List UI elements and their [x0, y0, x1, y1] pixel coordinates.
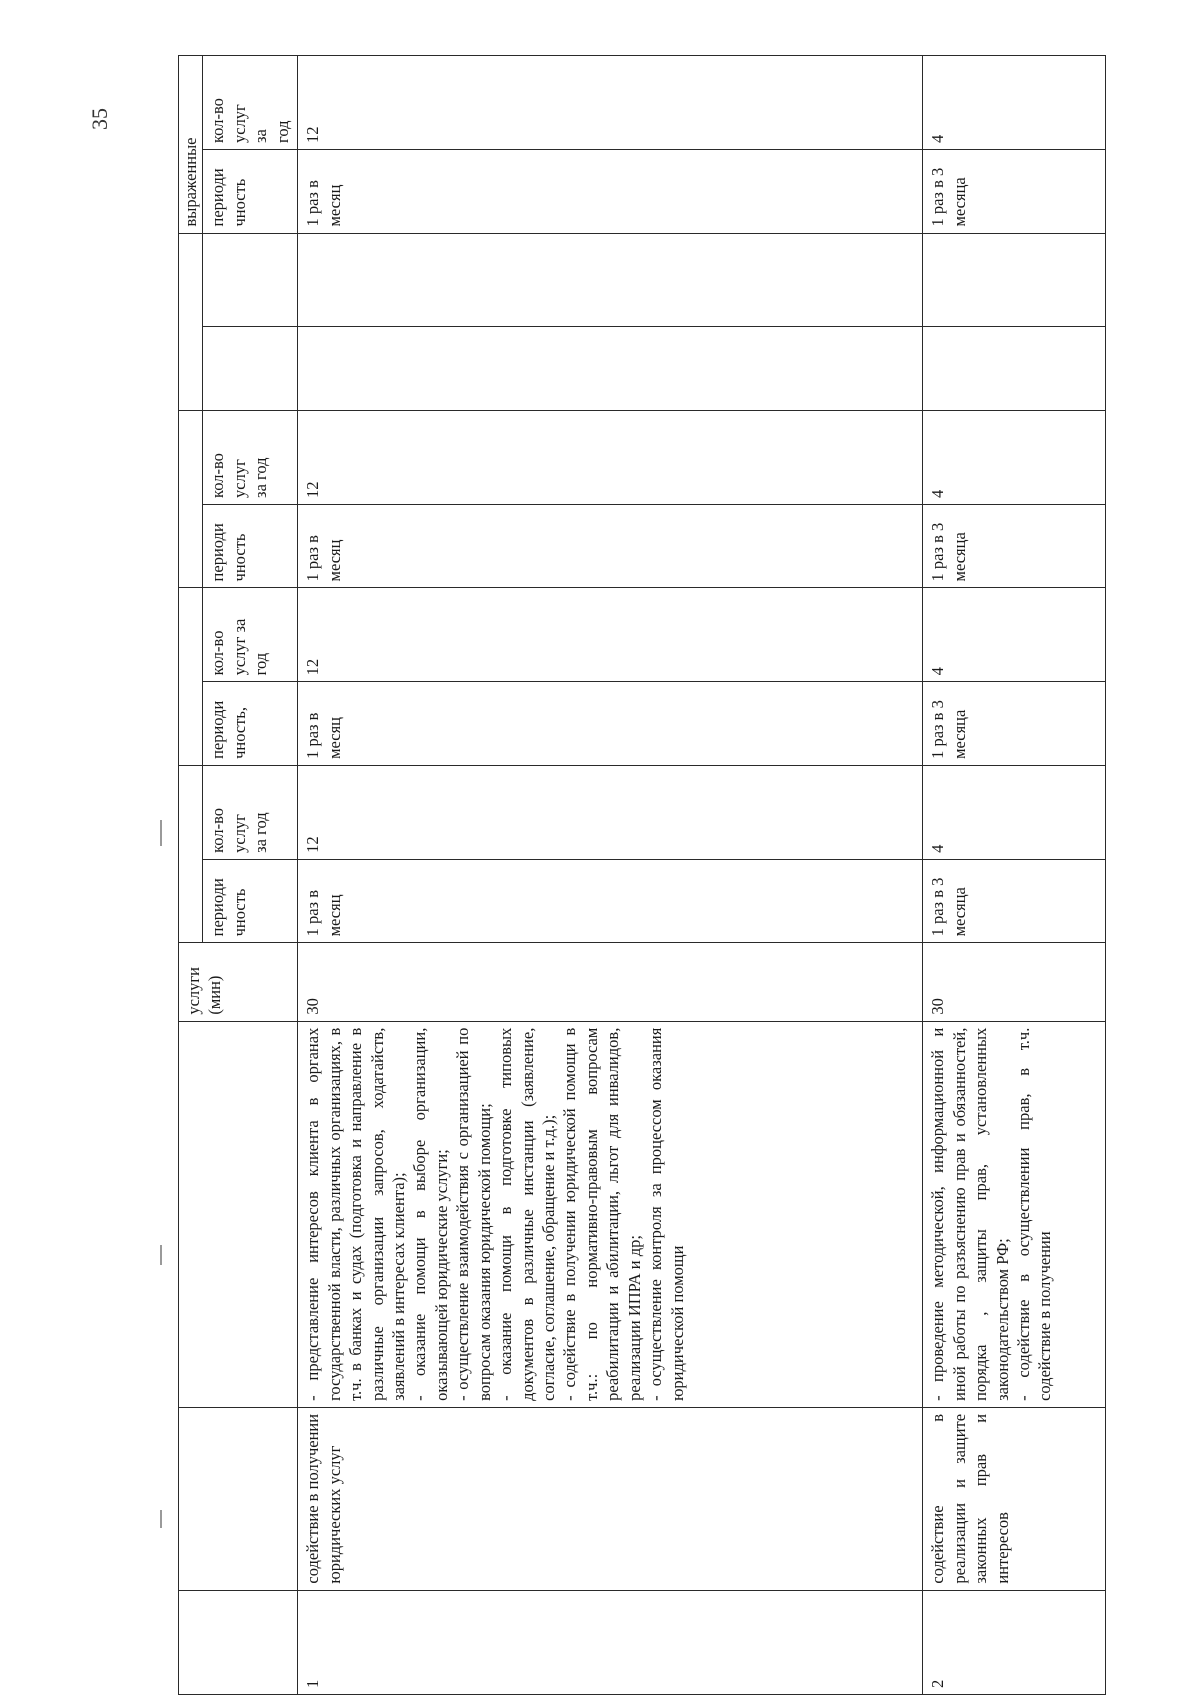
- header-time-cell: услуги (мин): [179, 943, 298, 1021]
- count-1: 4: [923, 765, 1106, 859]
- services-table: [178, 55, 1106, 1695]
- count-4: [298, 233, 923, 327]
- content-line: - проведение методической, информационной и иной работы по разъяснению прав и обязанностей, порядка , защиты прав, установленных законодательством РФ;: [928, 1027, 1012, 1401]
- header-periodicity-4: [203, 327, 298, 411]
- count-5: 4: [923, 56, 1106, 150]
- row-number: 1: [298, 1590, 923, 1694]
- scan-mark-left: [160, 1510, 162, 1528]
- header-group-1: [179, 765, 203, 942]
- periodicity-4: [298, 327, 923, 411]
- count-3: 12: [298, 410, 923, 504]
- periodicity-3: 1 раз в месяц: [298, 504, 923, 588]
- periodicity-4: [923, 327, 1106, 411]
- header-group-5: выраженные: [179, 56, 203, 234]
- content-line: - оказание помощи в выборе организации, оказывающей юридические услуги;: [410, 1027, 451, 1401]
- service-time: 30: [298, 943, 923, 1021]
- row-number: 2: [923, 1590, 1106, 1694]
- header-periodicity-3: периоди чность: [203, 504, 298, 588]
- header-periodicity-5: периоди чность: [203, 150, 298, 234]
- header-content-cell: [179, 1021, 298, 1407]
- header-count-1: кол-во услуг за год: [203, 765, 298, 859]
- count-2: 4: [923, 588, 1106, 682]
- header-periodicity-1: периоди чность: [203, 859, 298, 943]
- header-group-2: [179, 588, 203, 765]
- table-row: [298, 56, 923, 1695]
- periodicity-2: 1 раз в 3 месяца: [923, 682, 1106, 766]
- periodicity-1: 1 раз в 3 месяца: [923, 859, 1106, 943]
- count-4: [923, 233, 1106, 327]
- page-number: 35: [87, 108, 112, 130]
- rotated-page: [178, 55, 1088, 1695]
- service-name: содействие в получении юридических услуг: [298, 1407, 923, 1590]
- service-name: содействие в реализации и защите законных прав и интересов: [923, 1407, 1106, 1590]
- periodicity-1: 1 раз в месяц: [298, 859, 923, 943]
- periodicity-5: 1 раз в 3 месяца: [923, 150, 1106, 234]
- content-line: - представление интересов клиента в органах государственной власти, различных организациях, в т.ч. в банках и судах (подготовка и направление в различные организации запросов, ходатайств, заявлений в интересах клиента);: [303, 1027, 408, 1401]
- header-num-cell: [179, 1590, 298, 1694]
- header-service-cell: [179, 1407, 298, 1590]
- content-line: - содействие в получении юридической помощи в т.ч.: по нормативно-правовым вопросам реабилитации и абилитации, льгот для инвалидов, реализации ИПРА и др;: [560, 1027, 644, 1401]
- count-3: 4: [923, 410, 1106, 504]
- header-count-2: кол-во услуг за год: [203, 588, 298, 682]
- periodicity-5: 1 раз в месяц: [298, 150, 923, 234]
- periodicity-3: 1 раз в 3 месяца: [923, 504, 1106, 588]
- service-content: [298, 1021, 923, 1407]
- count-5: 12: [298, 56, 923, 150]
- content-line: - содействие в осуществлении прав, в т.ч. содействие в получении: [1013, 1027, 1055, 1401]
- service-content: [923, 1021, 1106, 1407]
- content-line: - осуществление контроля за процессом оказания юридической помощи: [646, 1027, 687, 1401]
- count-1: 12: [298, 765, 923, 859]
- scan-mark-left: [160, 1245, 162, 1265]
- table-row: [923, 56, 1106, 1695]
- header-group-3: [179, 410, 203, 587]
- content-line: - осуществление взаимодействия с организацией по вопросам оказания юридической помощи;: [453, 1027, 494, 1401]
- header-periodicity-2: периоди чность,: [203, 682, 298, 766]
- scan-mark-left: [160, 820, 162, 846]
- header-count-4: [203, 233, 298, 327]
- content-line: - оказание помощи в подготовке типовых документов в различные инстанции (заявление, согласие, соглашение, обращение и т.д.);: [496, 1027, 558, 1401]
- header-count-3: кол-во услуг за год: [203, 410, 298, 504]
- header-group-4: [179, 233, 203, 410]
- periodicity-2: 1 раз в месяц: [298, 682, 923, 766]
- service-time: 30: [923, 943, 1106, 1021]
- header-count-5: кол-во услуг за год: [203, 56, 298, 150]
- header-row-top: [179, 56, 203, 1695]
- count-2: 12: [298, 588, 923, 682]
